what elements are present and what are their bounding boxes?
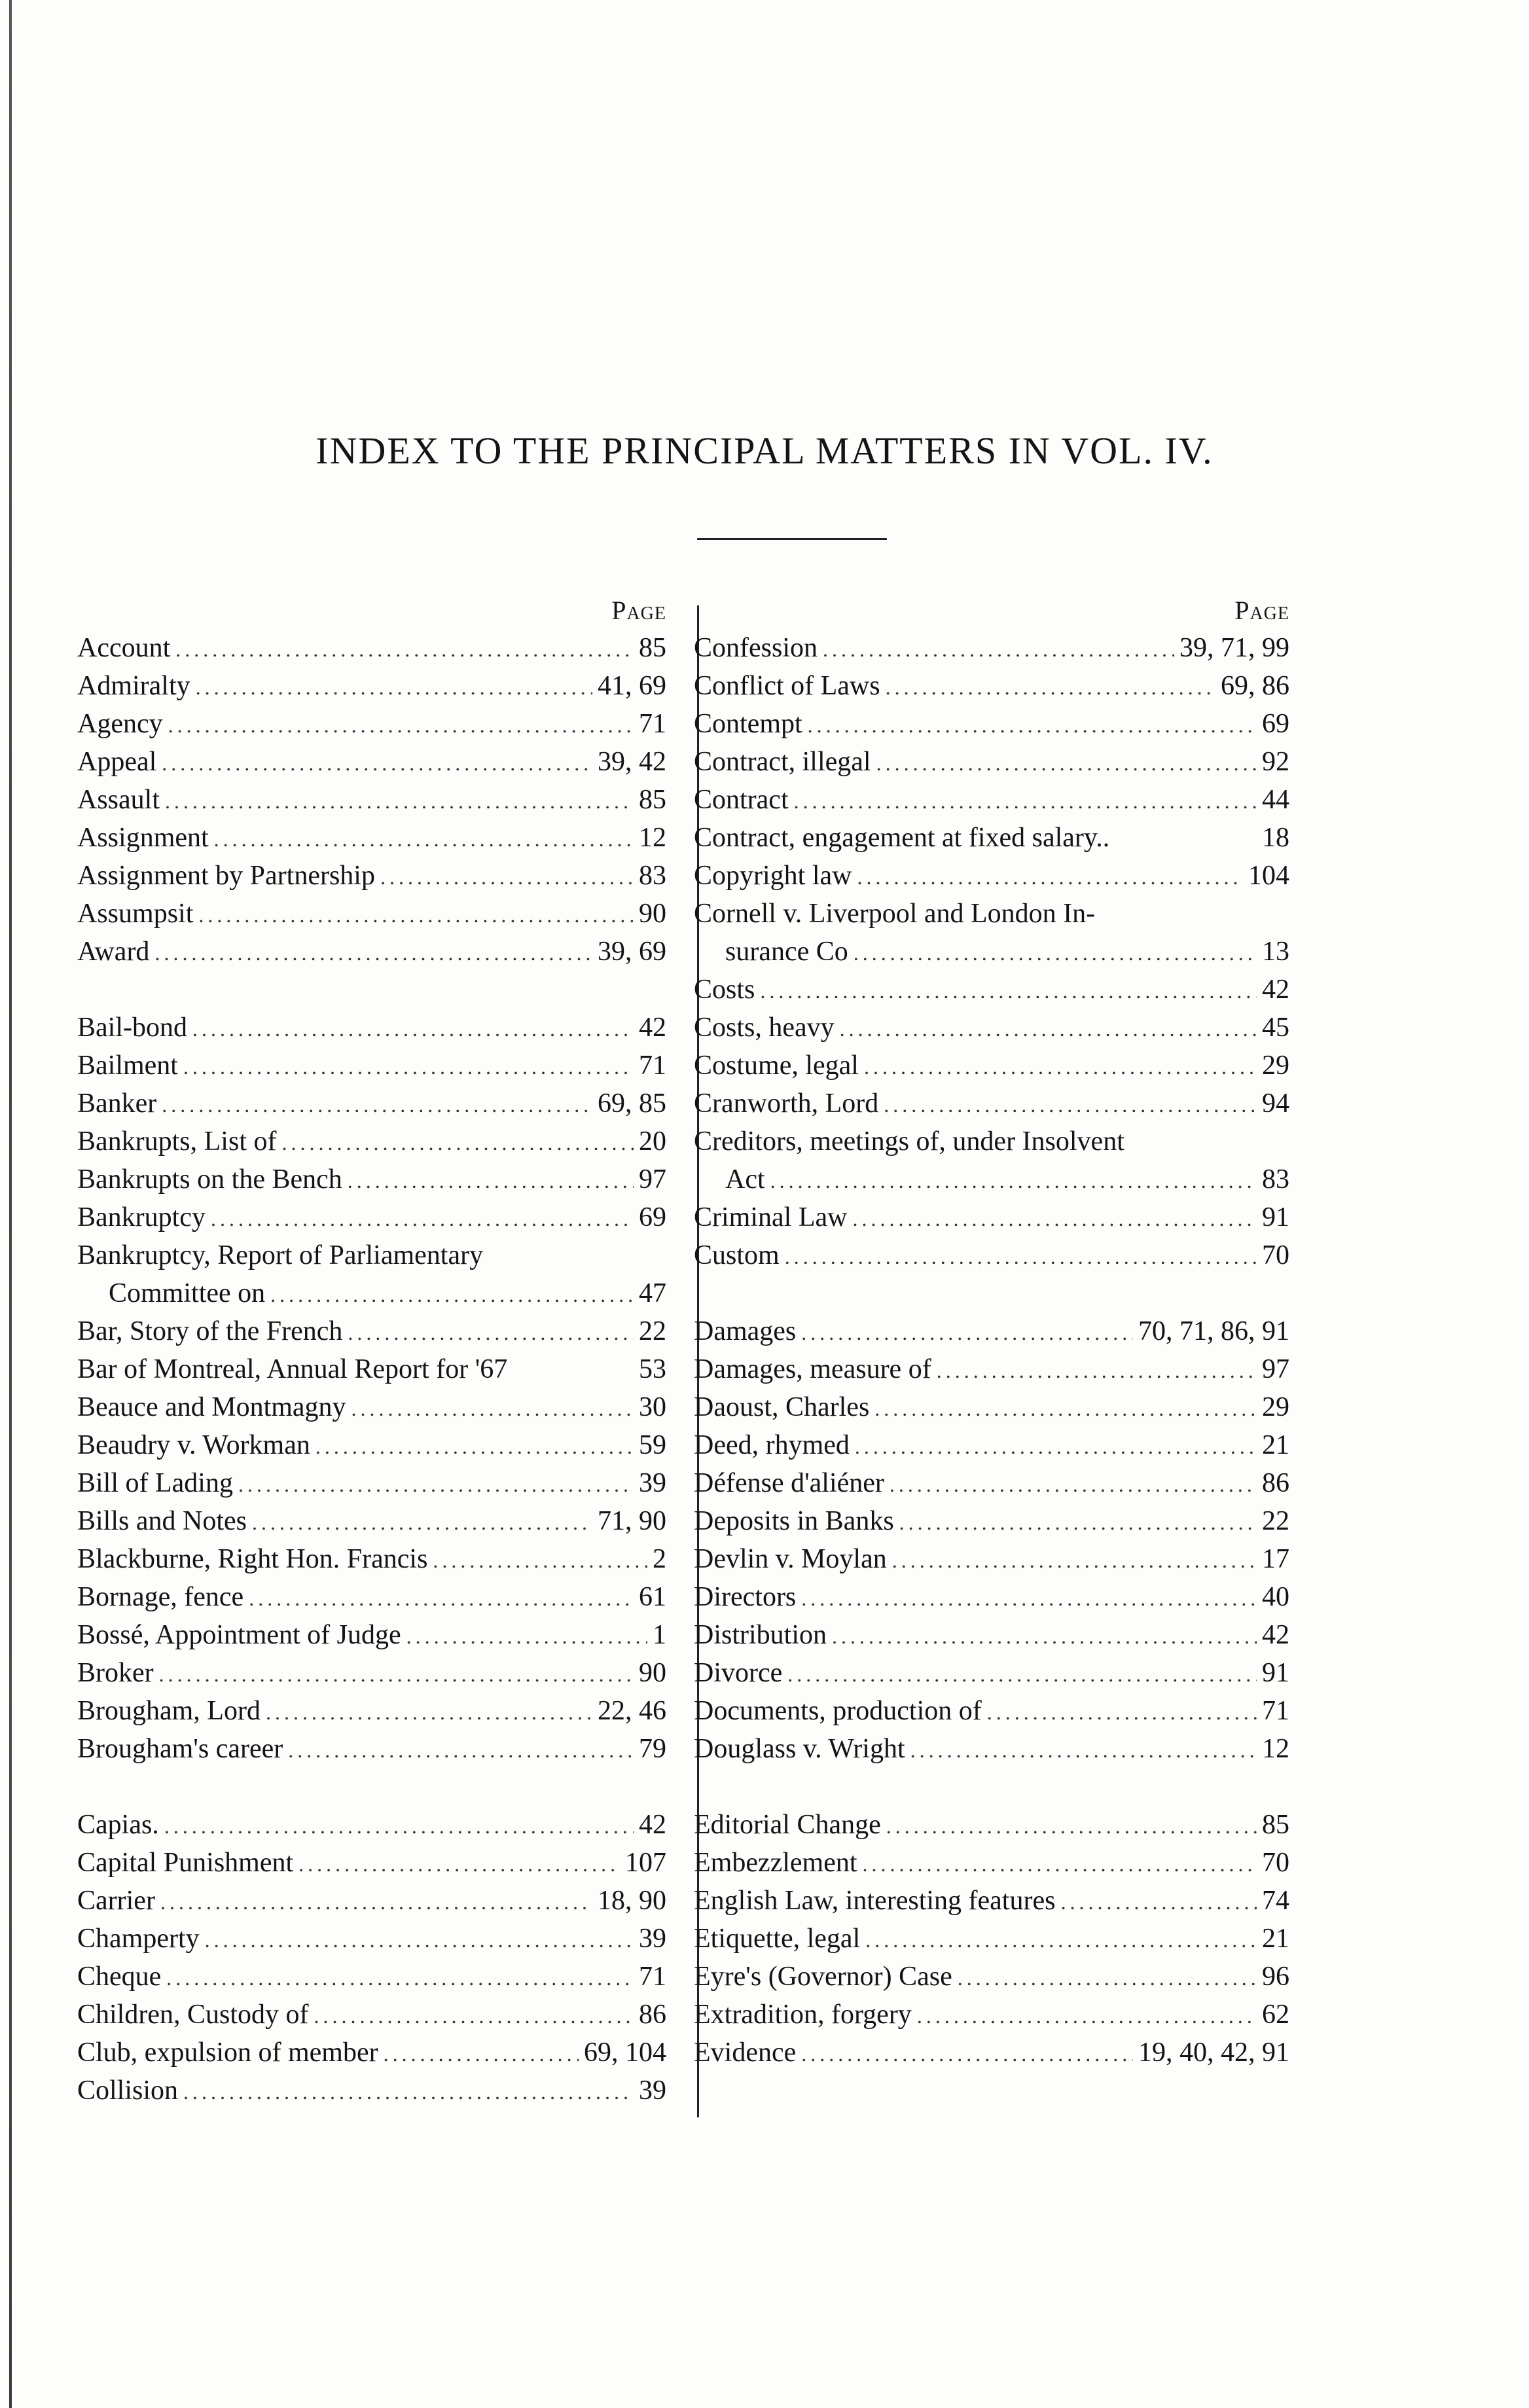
index-entry [77,1388,666,1426]
index-entry-pages: 69, 85 [598,1088,666,1119]
index-entry-pages: 85 [639,785,666,815]
leader-dots [314,1997,634,2035]
index-entry-pages: 29 [1262,1392,1289,1422]
index-entry [77,1996,666,2034]
index-entry-pages: 47 [639,1278,666,1308]
index-entry-label: Committee on [109,1278,266,1308]
index-entry-pages: 21 [1262,1924,1289,1954]
leader-dots [823,630,1174,668]
leader-dots [760,972,1257,1010]
index-entry-pages: 69 [1262,709,1289,739]
index-entries-right [694,629,1289,2072]
index-entry-pages: 39 [639,1468,666,1498]
index-entry [694,857,1289,895]
index-entry [77,1730,666,1768]
index-entry-label: Costs, heavy [694,1013,835,1043]
index-entry-label: Eyre's (Governor) Case [694,1962,952,1992]
leader-dots [801,1579,1257,1617]
index-entry-label: Assault [77,785,160,815]
index-entry-label: Admiralty [77,671,190,701]
index-entry-label: Beaudry v. Workman [77,1430,310,1460]
leader-dots [162,1086,592,1124]
index-entry [694,1312,1289,1350]
index-entry [77,1464,666,1502]
index-entry [694,971,1289,1009]
index-entry-label: Bail-bond [77,1013,187,1043]
index-entry [694,933,1289,971]
index-entry [77,1958,666,1996]
index-entry [694,1806,1289,1844]
index-entry-label: Bankrupts, List of [77,1126,277,1157]
index-entry [77,1198,666,1236]
leader-dots [433,1541,647,1579]
index-entry-label: Brougham, Lord [77,1696,261,1726]
leader-dots [863,1845,1257,1883]
leader-dots [159,1655,634,1693]
section-gap [694,1768,1289,1806]
index-entry-pages: 92 [1262,747,1289,777]
leader-dots [166,1959,634,1997]
index-entry [77,1920,666,1958]
page-title: INDEX TO THE PRINCIPAL MATTERS IN VOL. IV. [315,429,1214,472]
index-entry-first-line: Cornell v. Liverpool and London In- [694,899,1096,929]
section-gap [77,1768,666,1806]
index-entry-label: Distribution [694,1620,827,1650]
leader-dots [1060,1883,1257,1921]
leader-dots [205,1921,634,1959]
index-entry [694,1616,1289,1654]
leader-dots [351,1390,634,1428]
index-entry-label: Account [77,633,171,663]
leader-dots [899,1503,1257,1541]
index-entry [77,1502,666,1540]
section-gap [694,1274,1289,1312]
index-entry-label: Collision [77,2076,179,2106]
index-entry-pages: 90 [639,1658,666,1688]
index-entry-pages: 44 [1262,785,1289,815]
leader-dots [832,1617,1257,1655]
index-entry [77,1350,666,1388]
index-entry-pages: 29 [1262,1051,1289,1081]
index-entry-pages: 21 [1262,1430,1289,1460]
index-entry-label: surance Co [725,937,848,967]
index-entry [77,1426,666,1464]
index-entry-label: Criminal Law [694,1202,848,1232]
leader-dots [874,1390,1257,1428]
index-entry [694,705,1289,743]
index-entry-label: Deposits in Banks [694,1506,894,1536]
index-entry-label: Douglass v. Wright [694,1734,905,1764]
index-entry-pages: 22 [1262,1506,1289,1536]
index-entry-pages: 94 [1262,1088,1289,1119]
index-entry [77,629,666,667]
index-entry-pages: 86 [639,2000,666,2030]
index-entry-label: Confession [694,633,818,663]
index-entry-label: Act [725,1164,765,1195]
leader-dots [270,1276,634,1314]
index-entry-label: Evidence [694,2038,797,2068]
leader-dots [315,1428,634,1465]
index-entry-pages: 45 [1262,1013,1289,1043]
index-entry [77,743,666,781]
index-entry-label: Deed, rhymed [694,1430,850,1460]
leader-dots [876,744,1257,782]
index-entry [694,1350,1289,1388]
index-entry-pages: 18 [1262,823,1289,853]
index-entry-pages: 19, 40, 42, 91 [1138,2038,1289,2068]
index-entry-pages: 107 [625,1848,666,1878]
index-entry-pages: 40 [1262,1582,1289,1612]
index-entry [694,743,1289,781]
index-entry [77,1085,666,1123]
leader-dots [288,1731,634,1769]
index-entry-label: Bailment [77,1051,178,1081]
index-entry-label: Champerty [77,1924,200,1954]
index-entry-pages: 86 [1262,1468,1289,1498]
index-entry-pages: 12 [1262,1734,1289,1764]
index-entry-label: Agency [77,709,163,739]
index-entry-label: Blackburne, Right Hon. Francis [77,1544,428,1574]
page-column-heading: Page [611,596,666,625]
index-entry [694,1958,1289,1996]
index-entry-label: Embezzlement [694,1848,857,1878]
index-entries-left [77,629,666,2110]
index-entry [77,1806,666,1844]
index-entry-pages: 104 [1248,861,1289,891]
index-entry-label: Conflict of Laws [694,671,880,701]
index-entry [694,1654,1289,1692]
index-entry-pages: 30 [639,1392,666,1422]
leader-dots [238,1465,634,1503]
index-entry [77,1047,666,1085]
index-entry [77,1274,666,1312]
leader-dots [162,744,592,782]
index-entry-label: Bankrupts on the Bench [77,1164,342,1195]
leader-dots [852,1200,1257,1238]
leader-dots [380,858,634,896]
index-entry-pages: 39, 71, 99 [1179,633,1289,663]
index-entry [77,857,666,895]
index-entry-label: Divorce [694,1658,783,1688]
index-entry-pages: 39 [639,1924,666,1954]
leader-dots [406,1617,647,1655]
leader-dots [785,1238,1257,1276]
index-entry-label: Bar, Story of the French [77,1316,343,1346]
index-entry-label: Défense d'aliéner [694,1468,884,1498]
index-entry [694,1236,1289,1274]
leader-dots [855,1428,1257,1465]
index-entry-pages: 70 [1262,1848,1289,1878]
index-entry-pages: 22, 46 [598,1696,666,1726]
index-entry-label: Costume, legal [694,1051,859,1081]
index-entry [77,1578,666,1616]
index-entry-label: Contract, engagement at fixed salary.. [694,823,1110,853]
leader-dots [266,1693,592,1731]
index-entry-pages: 83 [1262,1164,1289,1195]
leader-dots [801,1314,1133,1352]
index-entry-label: Brougham's career [77,1734,283,1764]
index-entry [694,1996,1289,2034]
index-entry [77,1616,666,1654]
index-entry-label: Daoust, Charles [694,1392,870,1422]
leader-dots [937,1352,1257,1390]
leader-dots [183,2073,634,2111]
index-entry-label: Capital Punishment [77,1848,294,1878]
index-entry-pages: 69, 86 [1221,671,1289,701]
index-entry [694,1882,1289,1920]
index-entry-label: Custom [694,1240,780,1270]
index-entry-pages: 70, 71, 86, 91 [1138,1316,1289,1346]
index-entry-label: Copyright law [694,861,852,891]
index-entry [77,705,666,743]
index-entry [694,1388,1289,1426]
index-entry-label: Bossé, Appointment of Judge [77,1620,401,1650]
index-entry-pages: 97 [1262,1354,1289,1384]
leader-dots [840,1010,1257,1048]
leader-dots [958,1959,1257,1997]
index-entry [694,1730,1289,1768]
index-entry-pages: 22 [639,1316,666,1346]
index-entry-pages: 69 [639,1202,666,1232]
index-column-right [694,592,1289,2072]
index-entry-label: Contract [694,785,789,815]
leader-dots [892,1541,1257,1579]
index-entry [77,1844,666,1882]
leader-dots [854,934,1257,972]
index-entry-pages: 69, 104 [584,2038,666,2068]
leader-dots [298,1845,620,1883]
index-entry-label: Costs [694,975,755,1005]
index-entry [77,1654,666,1692]
index-entry [77,1540,666,1578]
leader-dots [196,668,592,706]
index-entry-pages: 13 [1262,937,1289,967]
index-entry-pages: 42 [639,1810,666,1840]
index-entry [694,1540,1289,1578]
index-entry-pages: 20 [639,1126,666,1157]
index-entry-pages: 42 [639,1013,666,1043]
index-entry-pages: 18, 90 [598,1886,666,1916]
leader-dots [787,1655,1257,1693]
index-entry [694,1464,1289,1502]
index-entry-label: Bills and Notes [77,1506,247,1536]
index-entry-label: Documents, production of [694,1696,982,1726]
index-entry [694,781,1289,819]
leader-dots [175,630,634,668]
index-entry-pages: 79 [639,1734,666,1764]
index-entry-pages: 71, 90 [598,1506,666,1536]
index-entry-pages: 59 [639,1430,666,1460]
index-entry [77,1312,666,1350]
index-entry-pages: 71 [639,1051,666,1081]
index-entry-label: Capias. [77,1810,159,1840]
index-entry-label: Cranworth, Lord [694,1088,879,1119]
index-entry-label: Damages, measure of [694,1354,931,1384]
index-entry [694,1009,1289,1047]
page-column-heading: Page [1234,596,1289,625]
title-rule [697,538,887,540]
index-entry-label: Assumpsit [77,899,194,929]
index-entry-pages: 12 [639,823,666,853]
index-entry [694,667,1289,705]
index-entry-label: Bar of Montreal, Annual Report for '67 [77,1354,508,1384]
leader-dots [987,1693,1257,1731]
index-entry-label: Club, expulsion of member [77,2038,378,2068]
index-entry-label: Contempt [694,709,802,739]
leader-dots [808,706,1257,744]
index-entry-pages: 71 [639,1962,666,1992]
index-entry [77,1009,666,1047]
section-gap [77,971,666,1009]
index-entry-pages: 97 [639,1164,666,1195]
leader-dots [160,1883,592,1921]
index-entry [694,2034,1289,2072]
page-margin-edge [9,0,12,2408]
index-entry-label: English Law, interesting features [694,1886,1056,1916]
index-entry [694,629,1289,667]
index-entry-pages: 91 [1262,1202,1289,1232]
leader-dots [183,1048,634,1086]
index-entry-pages: 61 [639,1582,666,1612]
index-entry [694,1085,1289,1123]
index-entry [694,1692,1289,1730]
index-entry-pages: 70 [1262,1240,1289,1270]
index-entry [77,1160,666,1198]
index-entry [694,1578,1289,1616]
leader-dots [857,858,1243,896]
leader-dots [801,2035,1133,2073]
index-entry-label: Beauce and Montmagny [77,1392,346,1422]
index-entry-label: Award [77,937,150,967]
index-entry [694,1502,1289,1540]
index-entry-label: Bankruptcy [77,1202,206,1232]
index-entry-pages: 39, 69 [598,937,666,967]
index-entry [77,1692,666,1730]
index-entry-pages: 1 [653,1620,666,1650]
index-entry-first-line: Creditors, meetings of, under Insolvent [694,1126,1124,1157]
index-entry-label: Extradition, forgery [694,2000,912,2030]
index-entry [77,819,666,857]
index-entry-label: Contract, illegal [694,747,871,777]
leader-dots [211,1200,634,1238]
leader-dots [252,1503,592,1541]
index-entry-label: Assignment by Partnership [77,861,375,891]
index-entry-pages: 91 [1262,1658,1289,1688]
leader-dots [348,1314,634,1352]
index-entry-pages: 2 [653,1544,666,1574]
index-entry [77,895,666,933]
index-entry [77,2072,666,2110]
leader-dots [165,782,634,820]
index-column-left [77,592,666,2110]
index-entry [694,819,1289,857]
index-entry-label: Cheque [77,1962,162,1992]
index-entry-label: Damages [694,1316,797,1346]
leader-dots [884,1086,1257,1124]
index-entry-label: Broker [77,1658,154,1688]
leader-dots [281,1124,634,1162]
index-entry [77,781,666,819]
index-entry-label: Bornage, fence [77,1582,244,1612]
index-entry-label: Carrier [77,1886,155,1916]
index-entry-pages: 96 [1262,1962,1289,1992]
leader-dots [910,1731,1257,1769]
index-entry [694,1426,1289,1464]
leader-dots [886,1807,1257,1845]
index-entry [694,1920,1289,1958]
index-entry-label: Appeal [77,747,157,777]
index-entry-label: Etiquette, legal [694,1924,861,1954]
leader-dots [154,934,592,972]
index-entry-pages: 90 [639,899,666,929]
index-entry-first-line: Bankruptcy, Report of Parliamentary [77,1240,484,1270]
index-entry-pages: 42 [1262,1620,1289,1650]
index-entry-pages: 74 [1262,1886,1289,1916]
index-entry-pages: 85 [1262,1810,1289,1840]
index-entry-label: Editorial Change [694,1810,881,1840]
index-entry-label: Devlin v. Moylan [694,1544,887,1574]
leader-dots [864,1048,1257,1086]
index-entry [694,1160,1289,1198]
index-entry-pages: 41, 69 [598,671,666,701]
index-entry-label: Children, Custody of [77,2000,309,2030]
index-entry [694,1198,1289,1236]
leader-dots [770,1162,1257,1200]
index-entry-pages: 39 [639,2076,666,2106]
index-entry-pages: 71 [639,709,666,739]
leader-dots [794,782,1257,820]
index-entry-label: Bill of Lading [77,1468,233,1498]
index-entry-pages: 71 [1262,1696,1289,1726]
leader-dots [249,1579,634,1617]
index-entry-label: Banker [77,1088,157,1119]
leader-dots [917,1997,1257,2035]
index-entry-pages: 17 [1262,1544,1289,1574]
leader-dots [198,896,634,934]
index-entry-pages: 62 [1262,2000,1289,2030]
leader-dots [890,1465,1257,1503]
index-entry [77,933,666,971]
index-entry-label: Directors [694,1582,797,1612]
index-entry-pages: 53 [639,1354,666,1384]
leader-dots [192,1010,634,1048]
leader-dots [164,1807,634,1845]
leader-dots [214,820,634,858]
index-entry-label: Assignment [77,823,209,853]
index-entry [77,667,666,705]
leader-dots [865,1921,1257,1959]
leader-dots [384,2035,579,2073]
index-entry-pages: 42 [1262,975,1289,1005]
index-entry [694,1844,1289,1882]
index-entry [77,1882,666,1920]
index-entry [694,1047,1289,1085]
leader-dots [886,668,1215,706]
index-entry-pages: 83 [639,861,666,891]
index-entry-pages: 85 [639,633,666,663]
leader-dots [348,1162,634,1200]
index-entry [77,1123,666,1160]
leader-dots [168,706,634,744]
index-entry-pages: 39, 42 [598,747,666,777]
index-entry [77,2034,666,2072]
